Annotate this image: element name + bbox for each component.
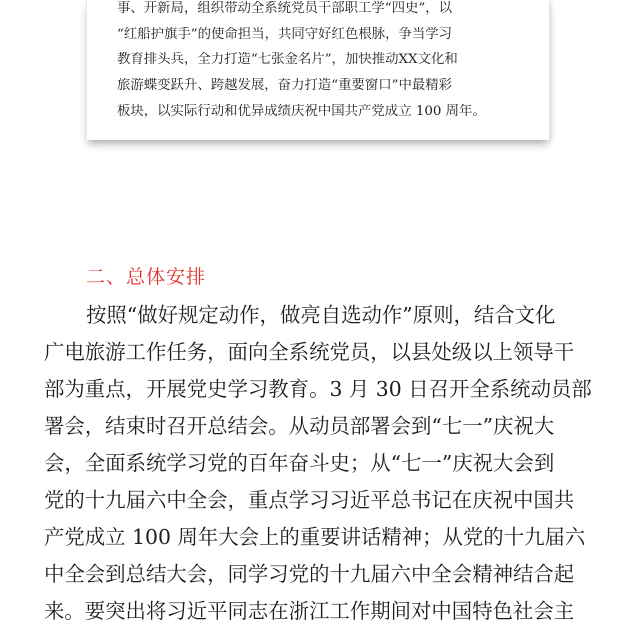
quote-card-line: 板块，以实际行动和优异成绩庆祝中国共产党成立 100 周年。 xyxy=(117,104,486,119)
paragraph-line: 会，全面系统学习党的百年奋斗史；从“七一”庆祝大会到 xyxy=(44,451,555,475)
paragraph-line: 署会，结束时召开总结会。从动员部署会到“七一”庆祝大 xyxy=(44,414,555,438)
section-title: 二、总体安排 xyxy=(86,266,207,288)
paragraph-line: 广电旅游工作任务，面向全系统党员，以县处级以上领导干 xyxy=(44,340,575,364)
quote-card-line: 事、开新局，组织带动全系统党员干部职工学“四史”，以 xyxy=(117,1,453,16)
quote-card-line: “红船护旗手”的使命担当，共同守好红色根脉，争当学习 xyxy=(117,27,453,42)
paragraph-line: 部为重点，开展党史学习教育。3 月 30 日召开全系统动员部 xyxy=(44,377,592,401)
quote-card-wrapper xyxy=(86,0,550,146)
quote-card-line: 旅游蝶变跃升、跨越发展，奋力打造“重要窗口”中最精彩 xyxy=(117,78,453,93)
quote-card-line: 教育排头兵，全力打造“七张金名片”，加快推动XX文化和 xyxy=(117,52,458,67)
paragraph-line: 按照“做好规定动作，做亮自选动作”原则，结合文化 xyxy=(86,303,556,327)
paragraph-line: 中全会到总结大会，同学习党的十九届六中全会精神结合起 xyxy=(44,562,575,586)
paragraph-line: 产党成立 100 周年大会上的重要讲话精神；从党的十九届六 xyxy=(44,525,586,549)
quote-card xyxy=(86,0,550,140)
paragraph-line: 来。要突出将习近平同志在浙江工作期间对中国特色社会主 xyxy=(44,599,575,623)
paragraph-line: 党的十九届六中全会，重点学习习近平总书记在庆祝中国共 xyxy=(44,488,575,512)
